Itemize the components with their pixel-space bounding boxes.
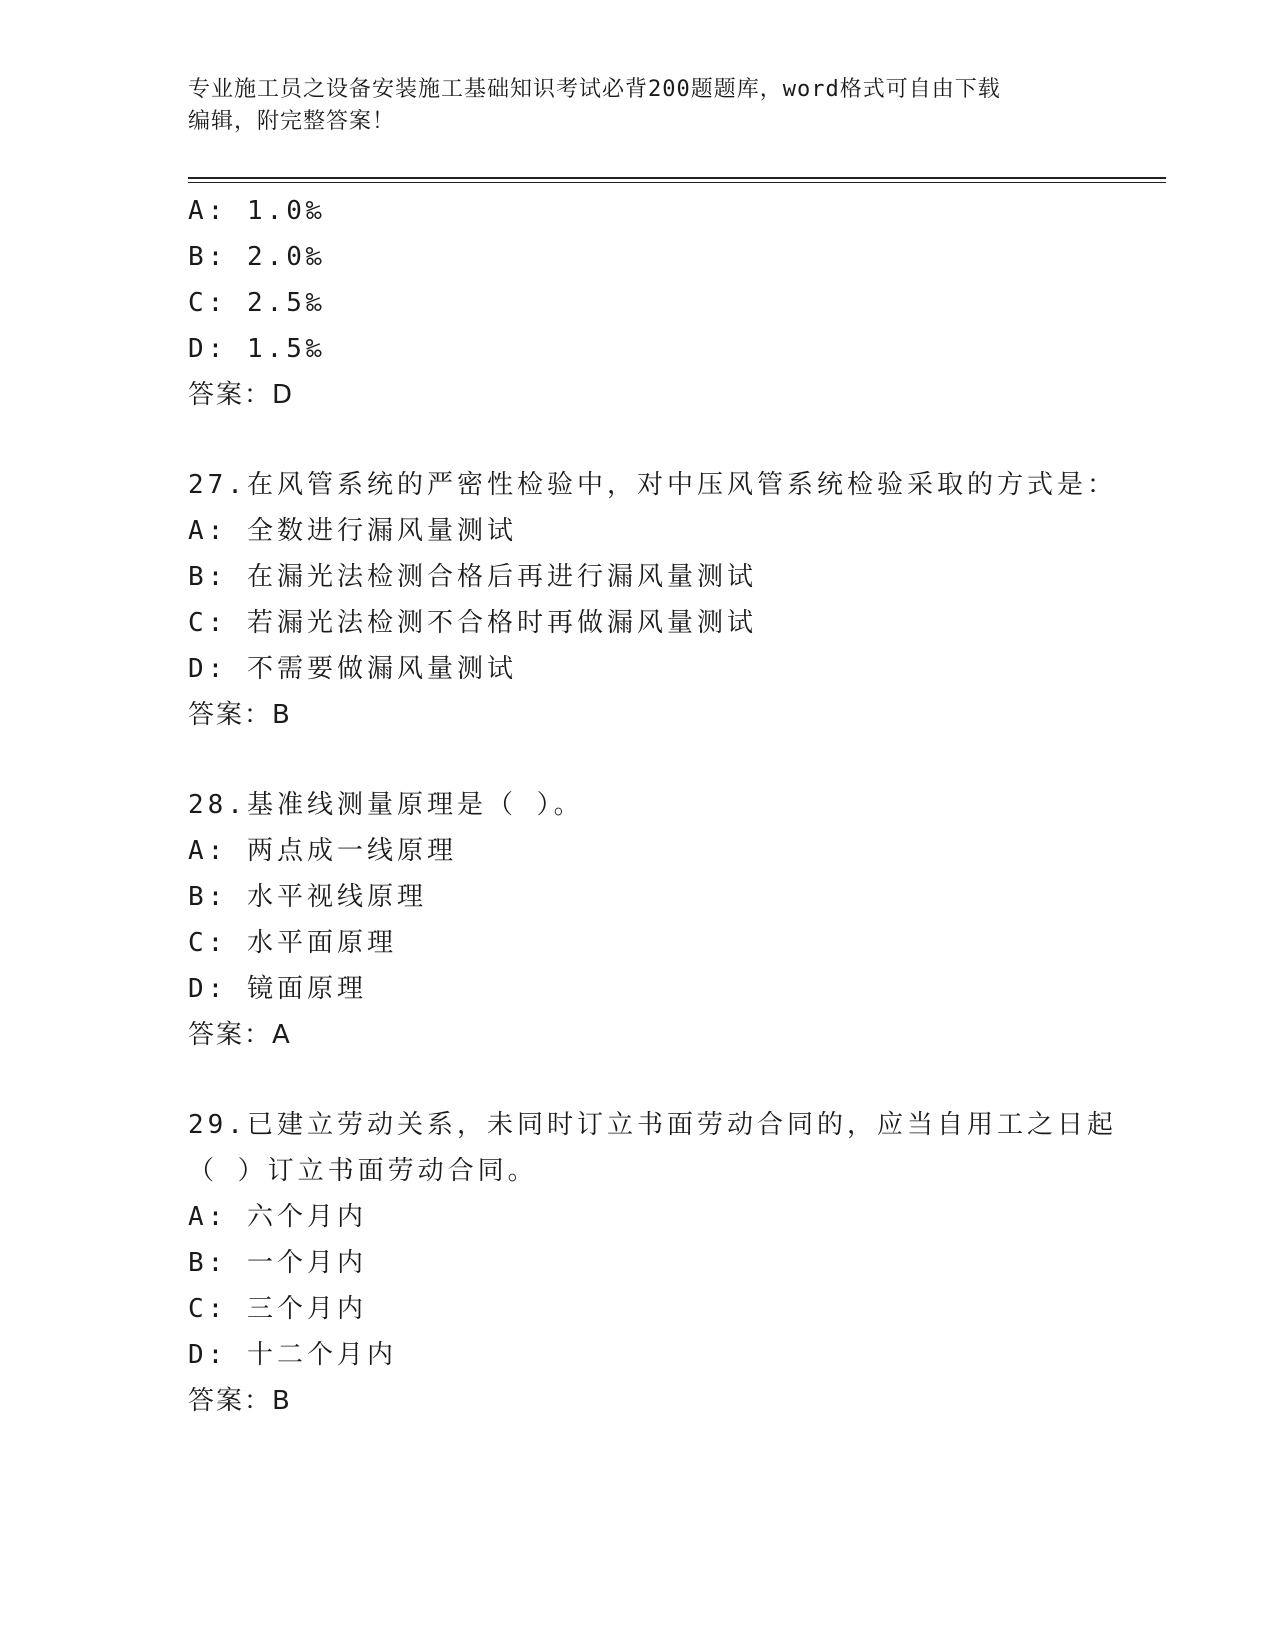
option-a: A: 六个月内 bbox=[188, 1202, 367, 1232]
option-b: B: 在漏光法检测合格后再进行漏风量测试 bbox=[188, 562, 757, 592]
answer: 答案：B bbox=[188, 700, 292, 730]
header-divider bbox=[188, 177, 1166, 179]
question-29 bbox=[188, 1102, 1168, 1424]
page-header bbox=[188, 74, 1088, 138]
header-divider-thin bbox=[188, 182, 1166, 183]
option-d: D: 镜面原理 bbox=[188, 974, 367, 1004]
answer: 答案：D bbox=[188, 380, 295, 410]
question-stem-line-2: （ ）订立书面劳动合同。 bbox=[188, 1156, 538, 1186]
option-b: B: 一个月内 bbox=[188, 1248, 367, 1278]
question-27 bbox=[188, 462, 1168, 738]
option-a: A: 1.0‰ bbox=[188, 196, 326, 226]
question-28 bbox=[188, 782, 1168, 1058]
option-b: B: 水平视线原理 bbox=[188, 882, 427, 912]
question-stem: 27.在风管系统的严密性检验中，对中压风管系统检验采取的方式是： bbox=[188, 470, 1117, 500]
answer: 答案：B bbox=[188, 1386, 292, 1416]
option-b: B: 2.0‰ bbox=[188, 242, 326, 272]
header-title-line-2: 编辑，附完整答案！ bbox=[188, 109, 396, 134]
option-d: D: 1.5‰ bbox=[188, 334, 326, 364]
answer: 答案：A bbox=[188, 1020, 292, 1050]
header-title-line-1: 专业施工员之设备安装施工基础知识考试必背200题题库，word格式可自由下载 bbox=[188, 77, 1001, 102]
question-list bbox=[188, 188, 1168, 1424]
option-c: C: 水平面原理 bbox=[188, 928, 397, 958]
option-a: A: 两点成一线原理 bbox=[188, 836, 457, 866]
option-a: A: 全数进行漏风量测试 bbox=[188, 516, 517, 546]
option-d: D: 十二个月内 bbox=[188, 1340, 397, 1370]
option-c: C: 2.5‰ bbox=[188, 288, 326, 318]
question-26 bbox=[188, 188, 1168, 418]
option-d: D: 不需要做漏风量测试 bbox=[188, 654, 517, 684]
option-c: C: 三个月内 bbox=[188, 1294, 367, 1324]
question-stem-line-1: 29.已建立劳动关系，未同时订立书面劳动合同的，应当自用工之日起 bbox=[188, 1110, 1117, 1140]
question-stem: 28.基准线测量原理是（ ）。 bbox=[188, 790, 584, 820]
option-c: C: 若漏光法检测不合格时再做漏风量测试 bbox=[188, 608, 757, 638]
